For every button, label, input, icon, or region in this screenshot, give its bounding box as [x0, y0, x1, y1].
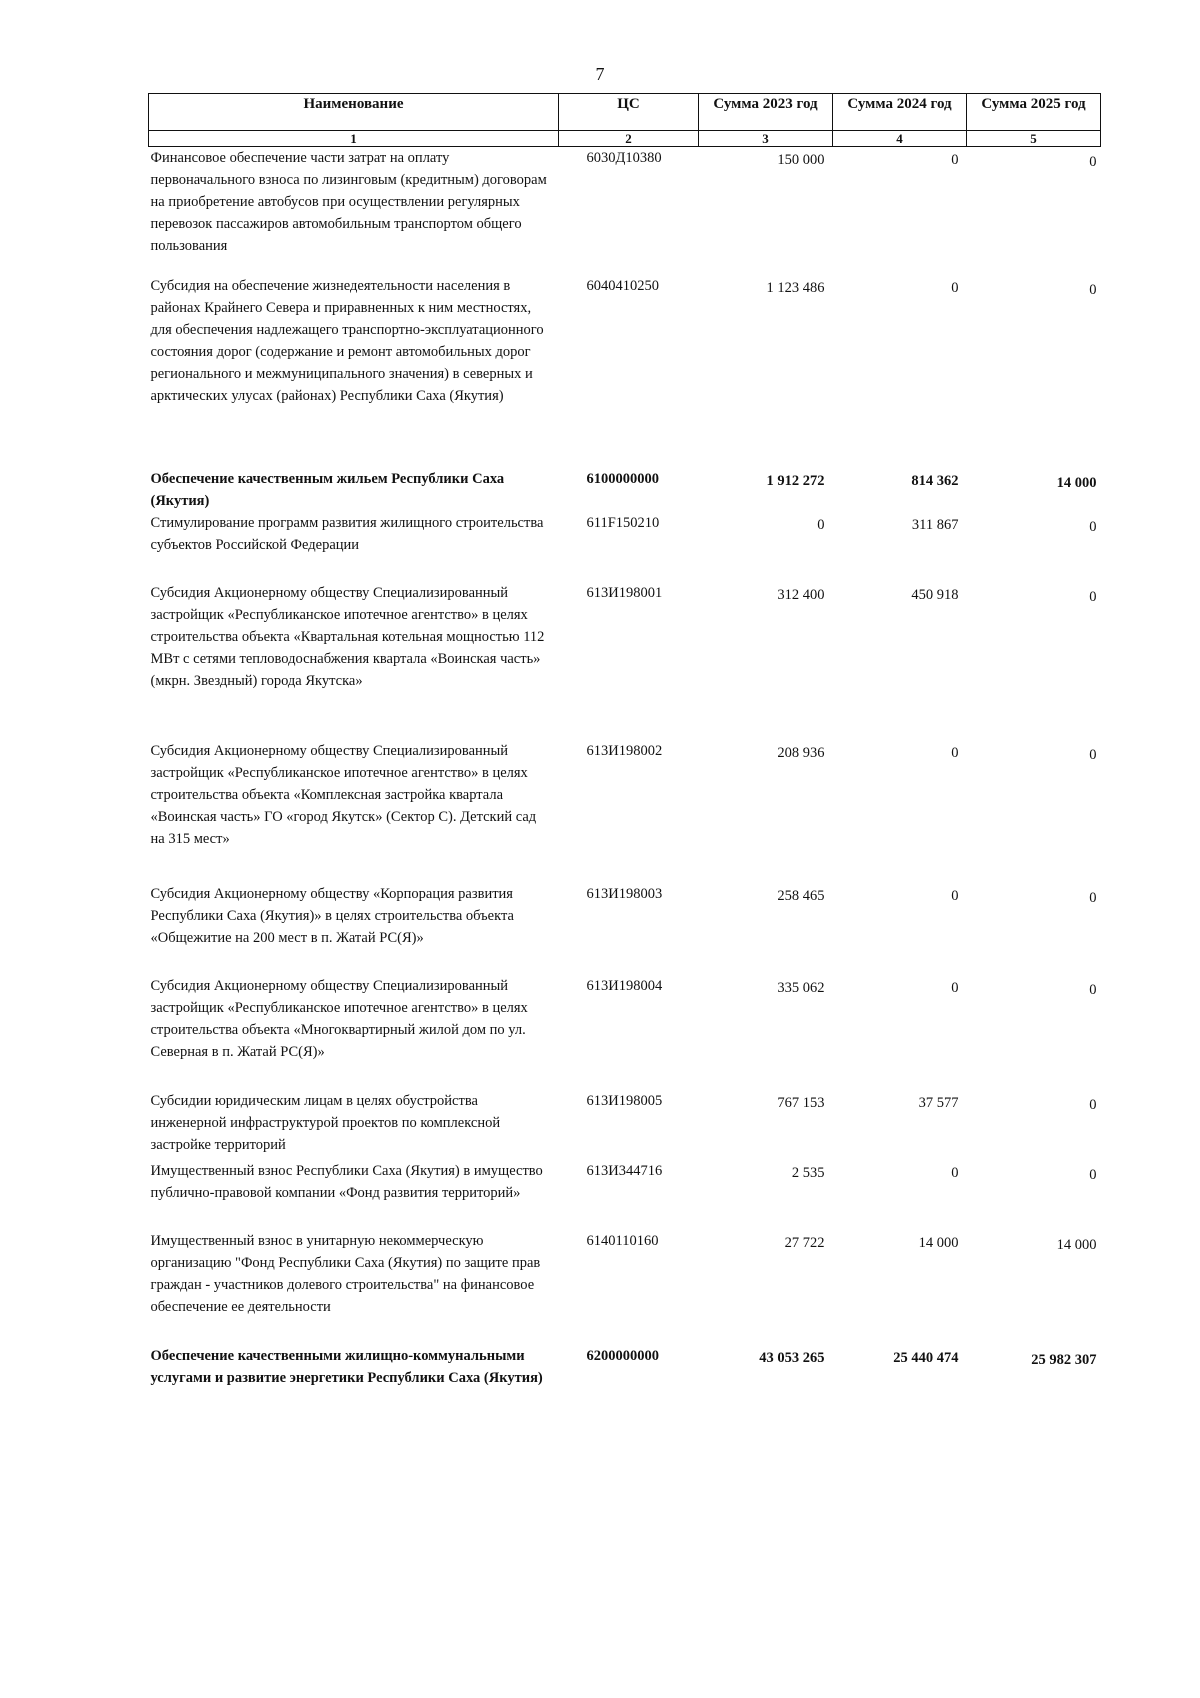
row-2023: 335 062: [777, 979, 825, 996]
row-code: 613И198002: [586, 742, 663, 759]
column-number: 4: [833, 131, 967, 147]
row-2025: 0: [1089, 154, 1097, 170]
row-2025: 0: [1089, 746, 1097, 763]
row-2023: 312 400: [777, 586, 825, 603]
row-name: Субсидия Акционерному обществу Специализированный застройщик «Республиканское ипотечное агентство» в целях строительства объекта «Квартальная котельная мощностью 112 МВт с сетями тепловодоснабжения квартала «Воинская часть» (мкрн. Звездный) города Якутска»: [150, 584, 545, 689]
row-2024: 0: [951, 152, 959, 168]
row-2025: 0: [1089, 1166, 1097, 1183]
row-code: 613И198005: [586, 1092, 663, 1109]
row-2025: 25 982 307: [1031, 1351, 1097, 1368]
header-2023: Сумма 2023 год: [699, 94, 833, 131]
row-code: 613И344716: [586, 1162, 663, 1179]
row-2024: 450 918: [911, 586, 959, 603]
row-name: Финансовое обеспечение части затрат на оплату первоначального взноса по лизинговым (кредитным) договорам на приобретение автобусов при осуществлении регулярных перевозок пассажиров автомобильным транспортом общего пользования: [150, 150, 547, 254]
table-row: [149, 468, 1101, 512]
row-code: 6030Д10380: [586, 150, 662, 166]
table-row: [149, 1230, 1101, 1345]
page-number: 7: [595, 64, 605, 84]
row-name: Имущественный взнос Республики Саха (Якутия) в имущество публично-правовой компании «Фонд развития территорий»: [150, 1162, 543, 1201]
table-row: [149, 512, 1101, 582]
row-2024: 0: [951, 279, 959, 296]
header-row: [149, 94, 1101, 131]
row-code: 613И198004: [586, 977, 663, 994]
table-row: [149, 975, 1101, 1090]
column-number: 2: [559, 131, 699, 147]
row-2024: 0: [951, 979, 959, 996]
row-name: Субсидия Акционерному обществу Специализированный застройщик «Республиканское ипотечное агентство» в целях строительства объекта «Многоквартирный жилой дом по ул. Северная в п. Жатай РС(Я)»: [150, 977, 528, 1060]
table-row: [149, 740, 1101, 883]
row-2025: 0: [1089, 518, 1097, 535]
row-2023: 258 465: [777, 887, 825, 904]
header-2025: Сумма 2025 год: [967, 94, 1101, 131]
row-2023: 767 153: [777, 1094, 825, 1111]
row-2025: 14 000: [1056, 1236, 1097, 1253]
column-number: 3: [699, 131, 833, 147]
row-2024: 0: [951, 887, 959, 904]
table-row: [149, 147, 1101, 275]
row-2025: 0: [1089, 981, 1097, 998]
row-code: 613И198001: [586, 584, 663, 601]
header-code: ЦС: [559, 94, 699, 131]
column-number-row: [149, 131, 1101, 147]
row-name: Стимулирование программ развития жилищного строительства субъектов Российской Федерации: [150, 514, 544, 553]
table-row: [149, 275, 1101, 468]
row-name: Субсидия Акционерному обществу Специализированный застройщик «Республиканское ипотечное агентство» в целях строительства объекта «Комплексная застройка квартала «Воинская часть» ГО «город Якутск» (Сектор С). Детский сад на 315 мест»: [150, 742, 537, 847]
row-code: 611F150210: [586, 514, 660, 531]
row-code: 6100000000: [586, 470, 659, 487]
row-2023: 27 722: [784, 1234, 825, 1251]
table-row: [149, 1090, 1101, 1160]
row-2024: 311 867: [911, 516, 959, 533]
row-2025: 0: [1089, 1096, 1097, 1113]
budget-table-container: [148, 93, 1100, 1415]
row-name: Обеспечение качественными жилищно-коммунальными услугами и развитие энергетики Республики Саха (Якутия): [150, 1347, 543, 1386]
column-number: 1: [149, 131, 559, 147]
row-2025: 14 000: [1056, 474, 1097, 491]
row-2025: 0: [1089, 889, 1097, 906]
table-row: [149, 1160, 1101, 1230]
row-code: 6040410250: [586, 277, 659, 294]
row-name: Субсидия на обеспечение жизнедеятельности населения в районах Крайнего Севера и приравненных к ним местностях, для обеспечения надлежащего транспортно-эксплуатационного состояния дорог (содержание и ремонт автомобильных дорог регионального и межмуниципального значения) в северных и арктических улусах (районах) Республики Саха (Якутия): [150, 277, 544, 404]
column-number: 5: [967, 131, 1101, 147]
header-name: Наименование: [149, 94, 559, 131]
row-name: Субсидии юридическим лицам в целях обустройства инженерной инфраструктурой проектов по комплексной застройке территорий: [150, 1092, 501, 1153]
row-2023: 2 535: [791, 1164, 825, 1181]
row-2024: 0: [951, 1164, 959, 1181]
row-name: Обеспечение качественным жильем Республики Саха (Якутия): [150, 470, 505, 509]
table-row: [149, 582, 1101, 740]
row-2023: 150 000: [777, 152, 825, 168]
row-2024: 25 440 474: [893, 1349, 959, 1366]
row-2023: 1 912 272: [766, 472, 825, 489]
row-2024: 814 362: [911, 472, 959, 489]
budget-table: [148, 93, 1101, 1415]
row-2023: 0: [817, 516, 825, 533]
row-2023: 1 123 486: [766, 279, 825, 296]
row-code: 6200000000: [586, 1347, 659, 1364]
row-2025: 0: [1089, 588, 1097, 605]
row-code: 613И198003: [586, 885, 663, 902]
row-code: 6140110160: [586, 1232, 659, 1249]
row-2024: 0: [951, 744, 959, 761]
row-2024: 37 577: [918, 1094, 959, 1111]
row-name: Имущественный взнос в унитарную некоммерческую организацию "Фонд Республики Саха (Якутия) по защите прав граждан - участников долевого строительства" на финансовое обеспечение ее деятельности: [150, 1232, 541, 1315]
table-row: [149, 1345, 1101, 1415]
row-2025: 0: [1089, 281, 1097, 298]
table-row: [149, 883, 1101, 975]
header-2024: Сумма 2024 год: [833, 94, 967, 131]
row-2023: 43 053 265: [759, 1349, 825, 1366]
row-2023: 208 936: [777, 744, 825, 761]
row-2024: 14 000: [918, 1234, 959, 1251]
row-name: Субсидия Акционерному обществу «Корпорация развития Республики Саха (Якутия)» в целях строительства объекта «Общежитие на 200 мест в п. Жатай РС(Я)»: [150, 885, 514, 946]
